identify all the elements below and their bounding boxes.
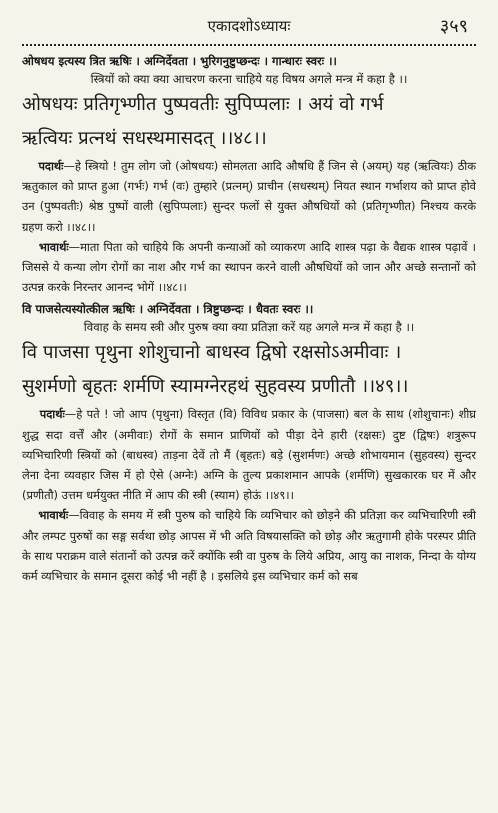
padartha-label: पदार्थः — [39, 407, 65, 422]
verse-48-mantra-line-2: ऋत्वियः प्रत्नथं सधस्थमासदत् ।।४८।। — [22, 128, 267, 149]
padartha-label: पदार्थः — [38, 159, 64, 173]
bhavartha-label: भावार्थः — [38, 239, 69, 254]
verse-49-intro: विवाह के समय स्त्री और पुरुष क्या क्या प्रतिज्ञा करें यह अगले मन्त्र में कहा है ।। — [83, 320, 415, 335]
verse-49-padartha-text: —हे पते ! जो आप (पृथुना) विस्तृत (वि) विविध प्रकार के (पाजसा) बल के साथ (शोशुचानः) शीघ्र शुद्ध सदा वर्त्तें और (अमीवाः) रोगों के समान प्राणियों को पीड़ा देने हारी (रक्षसः) दुष्ट (द्विषः) शत्रुरूप व्यभिचारिणी स्त्रियों को (बाधस्व) ताड़ना देवें तो मैं (बृहतः) बड़े (सुशर्मणः) अच्छे शोभायमान (सुहवस्य) सुन्दर लेना देना व्यवहार जिस में हो ऐसे (अग्नेः) अग्नि के तुल्य प्रकाशमान आपके (शर्मणि) सुखकारक घर में और (प्रणीतौ) उत्तम धर्मयुक्त नीति में आप की स्त्री (स्याम) होऊं ।।४९।। — [22, 407, 477, 503]
verse-48-bhavartha-text: —माता पिता को चाहिये कि अपनी कन्याओं को व्याकरण आदि शास्त्र पढ़ा के वैद्यक शास्त्र पढ़ावें । जिससे ये कन्या लोग रोगों का नाश और गर्भ का स्थापन करने वाली औषधियों को जान और अच्छे सन्तानों को उत्पन्न करके निरन्तर आनन्द भोगें ।।४८।। — [22, 239, 476, 295]
verse-49-mantra-line-2: सुशर्मणो बृहतः शर्मणि स्यामग्नेरहथं सुहवस्य प्रणीतौ ।।४९।। — [22, 376, 409, 398]
verse-48-meta: ओषधय इत्यस्य त्रित ऋषिः । अग्निर्देवता । भुरिगनुष्टुप्छन्दः । गान्धारः स्वरः ।। — [22, 54, 337, 68]
page-body — [22, 52, 476, 586]
page-number: ३५९ — [439, 16, 468, 37]
verse-48-bhavartha — [22, 237, 476, 298]
page-header — [22, 14, 476, 42]
header-divider — [22, 44, 476, 46]
bhavartha-label: भावार्थः — [38, 508, 69, 523]
verse-49-mantra-line-1: वि पाजसा पृथुना शोशुचानो बाधस्व द्विषो रक्षसोऽअमीवाः । — [22, 342, 402, 364]
verse-48-padartha-text: —हे स्त्रियो ! तुम लोग जो (ओषधयः) सोमलता आदि औषधि हैं जिन से (अयम्) यह (ऋत्वियः) ठीक ऋतुकाल को प्राप्त हुआ (गर्भः) गर्भ (वः) तुम्हारे (प्रत्नम्) प्राचीन (सधस्थम्) नियत स्थान गर्भाशय को प्राप्त होवे उन (पुष्पवतीः) श्रेष्ठ पुष्पों वाली (सुपिप्पलाः) सुन्दर फलों से युक्त औषधियों को (प्रतिगृभ्णीत) निश्चय करके ग्रहण करो ।।४८।। — [22, 159, 477, 234]
verse-49-bhavartha-text: —विवाह के समय में स्त्री पुरुष को चाहिये कि व्यभिचार को छोड़ने की प्रतिज्ञा कर व्यभिचारिणी स्त्री और लम्पट पुरुषों का सङ्ग सर्वथा छोड़ आपस में भी अति विषयासक्ति को छोड़ और ऋतुगामी होके परस्पर प्रीति के साथ पराक्रम वाले संतानों को उत्पन्न करें क्योंकि स्त्री वा पुरुष के लिये अप्रिय, आयु का नाशक, निन्दा के योग्य कर्म व्यभिचार के समान दूसरा कोई भी नहीं है । इसलिये इस व्यभिचार कर्म को सब — [22, 508, 476, 584]
verse-48-intro: स्त्रियों को क्या क्या आचरण करना चाहिये यह विषय अगले मन्त्र में कहा है ।। — [90, 72, 408, 86]
verse-48-padartha — [22, 156, 476, 237]
verse-49-meta: वि पाजसेत्यस्योत्कील ऋषिः । अग्निर्देवता । त्रिष्टुप्छन्दः । धैवतः स्वरः ।। — [22, 302, 314, 317]
chapter-title: एकादशोऽध्यायः — [207, 17, 291, 35]
verse-48-mantra-line-1: ओषधयः प्रतिगृभ्णीत पुष्पवतीः सुपिप्पलाः । अयं वो गर्भ — [22, 94, 384, 115]
verse-49-bhavartha — [22, 505, 476, 586]
verse-49-padartha — [22, 404, 476, 505]
